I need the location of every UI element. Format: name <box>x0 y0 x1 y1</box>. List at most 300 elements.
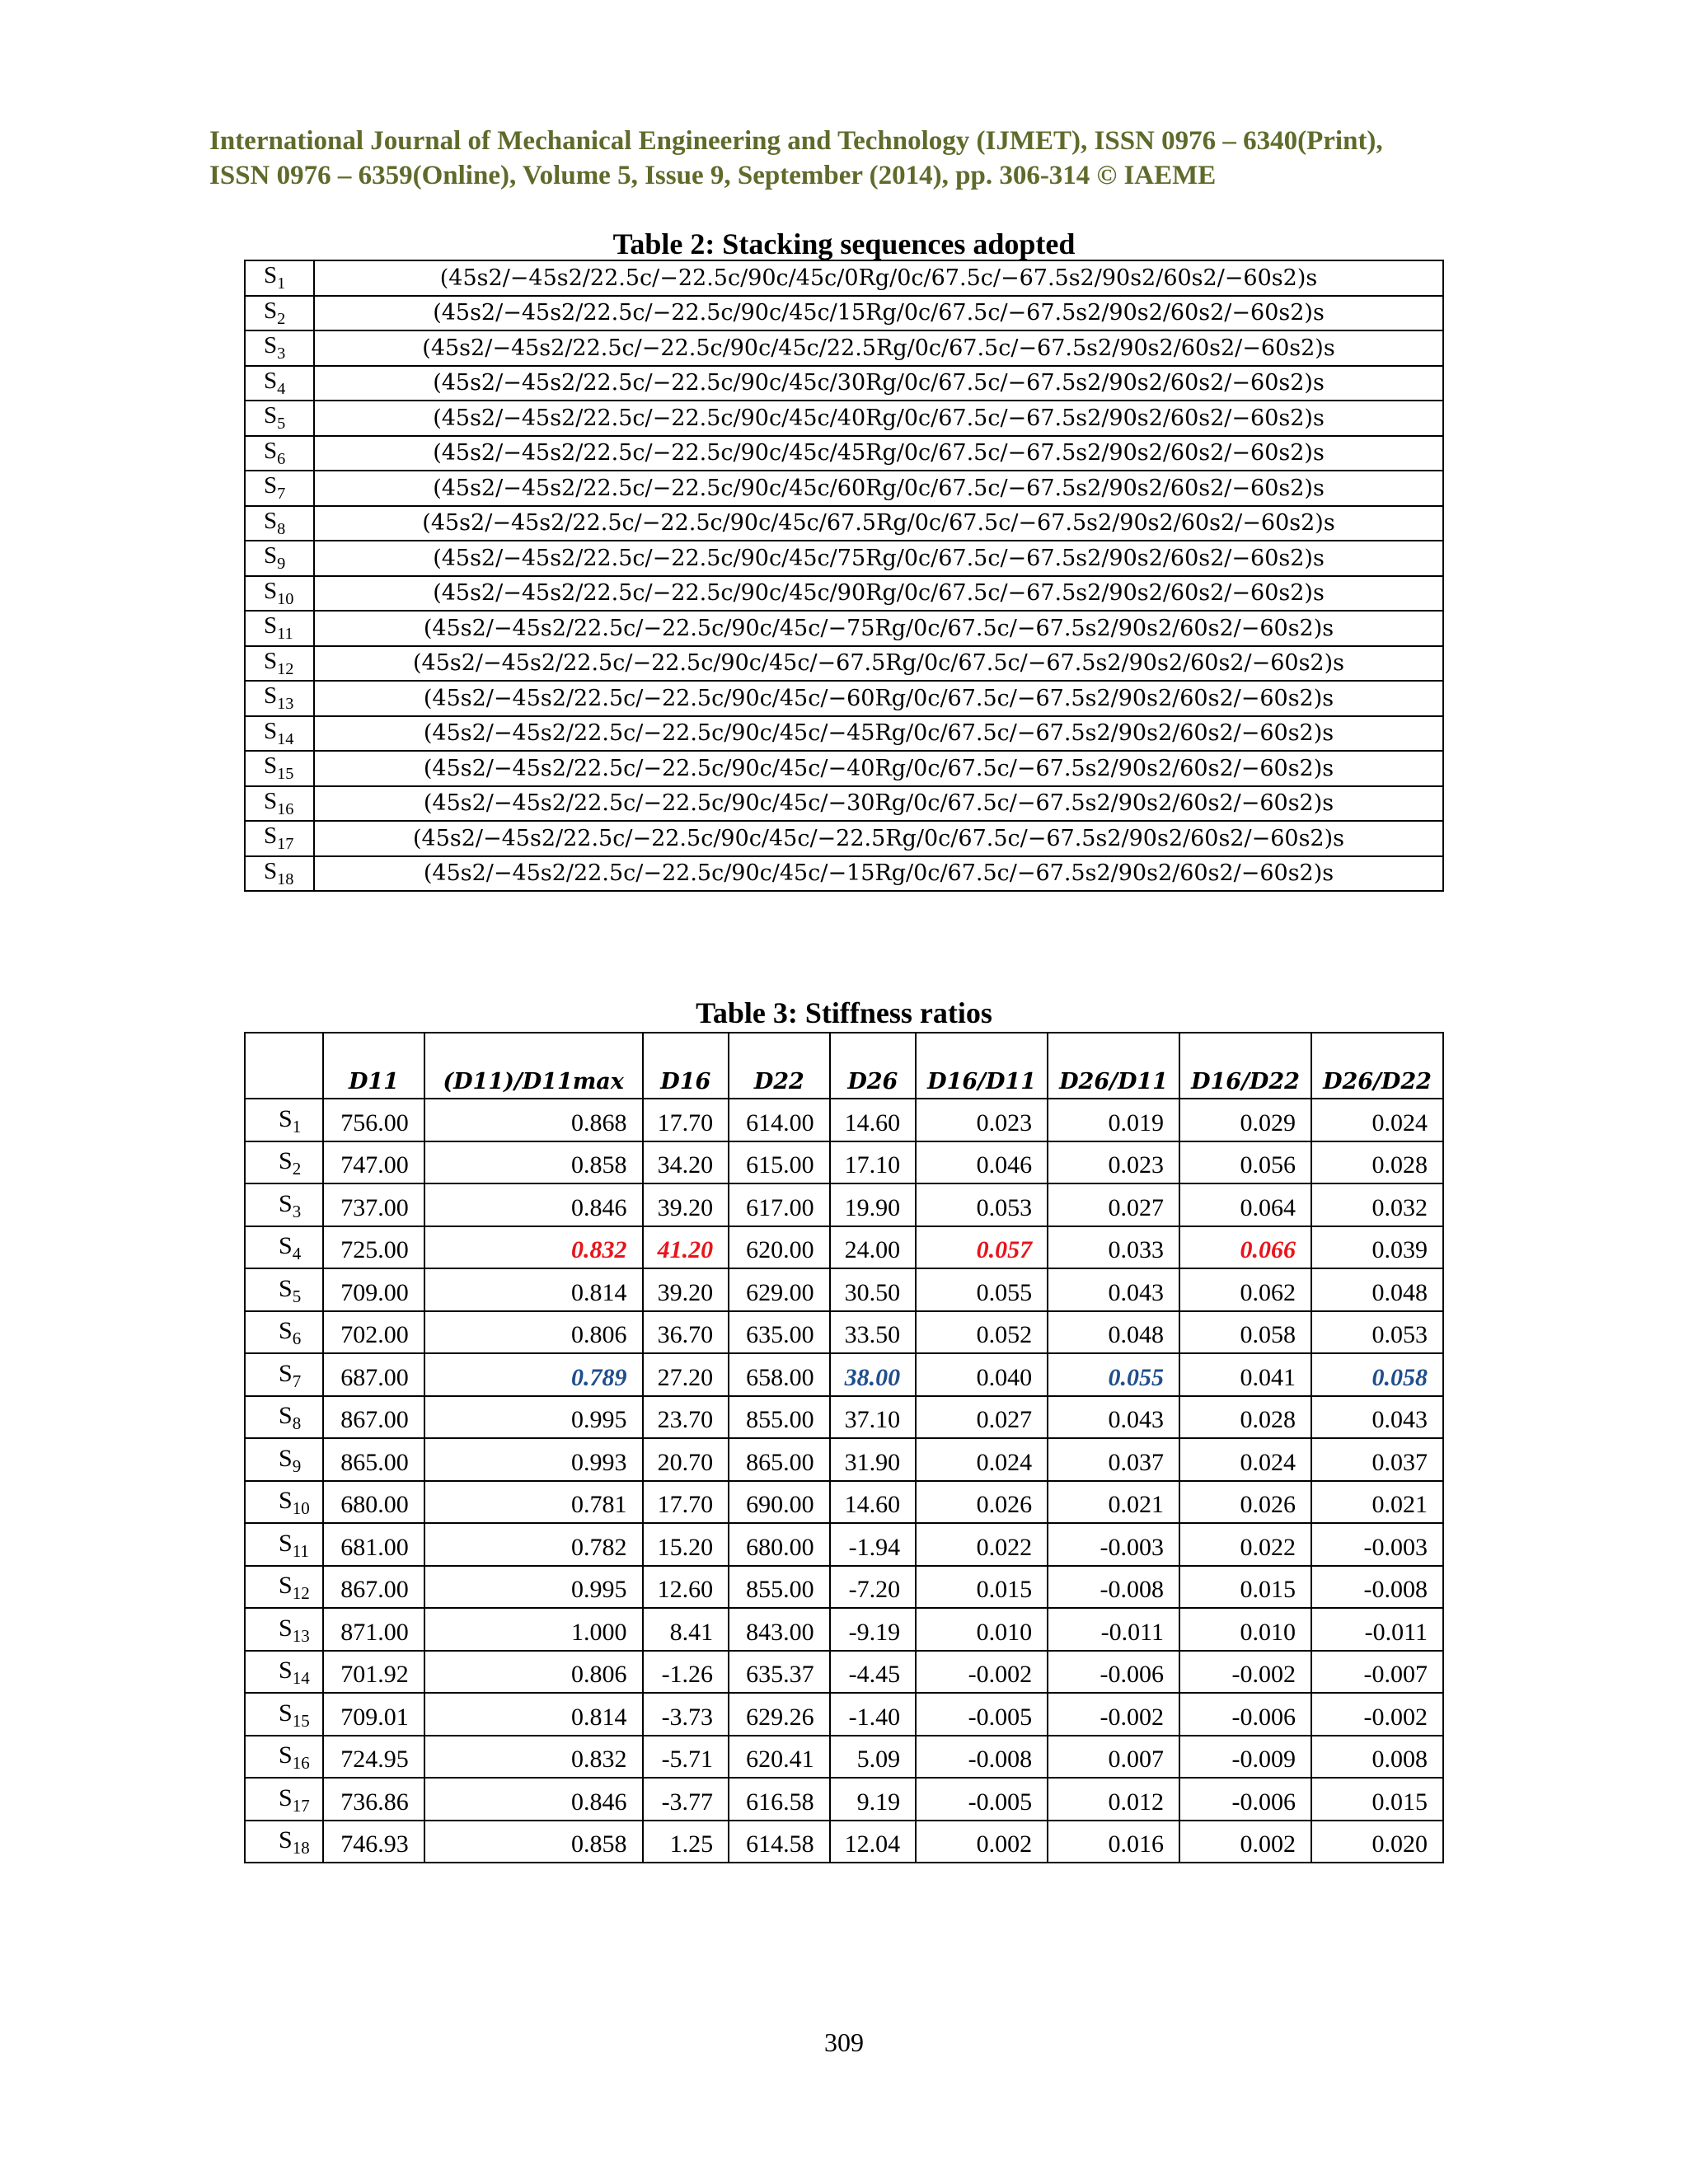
table-cell: 0.993 <box>424 1438 643 1481</box>
row-label-index: 7 <box>292 1371 302 1391</box>
table-row <box>245 716 1443 752</box>
table-row <box>245 1099 1443 1141</box>
stacking-sequence: (45s2/−45s2/22.5c/−22.5c/90c/45c/67.5Rg/0c/67.5c/−67.5s2/90s2/60s2/−60s2)s <box>314 506 1443 541</box>
row-label <box>245 1693 323 1736</box>
table-row <box>245 1736 1443 1779</box>
page-number: 309 <box>824 2027 864 2057</box>
table-cell: 14.60 <box>830 1481 917 1524</box>
table-row <box>245 1523 1443 1566</box>
row-label-index: 14 <box>277 729 294 748</box>
table-cell: -0.011 <box>1048 1608 1179 1651</box>
table-cell: 865.00 <box>729 1438 830 1481</box>
row-label-letter: S <box>279 1699 293 1727</box>
table-cell: 20.70 <box>643 1438 729 1481</box>
column-header: D26/D11 <box>1048 1033 1179 1099</box>
table-cell: 0.010 <box>1179 1608 1311 1651</box>
table-cell: 680.00 <box>323 1481 424 1524</box>
row-label-letter: S <box>279 1783 293 1811</box>
table-row <box>245 786 1443 822</box>
column-header: D11 <box>323 1033 424 1099</box>
table-cell: -0.003 <box>1048 1523 1179 1566</box>
row-label-letter: S <box>264 682 278 710</box>
row-label-index: 1 <box>292 1116 302 1137</box>
row-label-letter: S <box>279 1657 293 1684</box>
table-cell: 0.008 <box>1311 1736 1443 1779</box>
row-label <box>245 436 314 471</box>
table-cell: 0.024 <box>916 1438 1048 1481</box>
row-label-letter: S <box>279 1826 293 1854</box>
row-label-index: 6 <box>277 449 286 468</box>
row-label-index: 2 <box>277 309 286 328</box>
row-label-letter: S <box>264 787 278 814</box>
table-cell: 27.20 <box>643 1353 729 1396</box>
stacking-sequence: (45s2/−45s2/22.5c/−22.5c/90c/45c/45Rg/0c/67.5c/−67.5s2/90s2/60s2/−60s2)s <box>314 436 1443 471</box>
row-label <box>245 1651 323 1694</box>
table-cell: 0.037 <box>1048 1438 1179 1481</box>
row-label-index: 2 <box>292 1159 302 1179</box>
table-cell: 0.024 <box>1179 1438 1311 1481</box>
table-cell: 0.007 <box>1048 1736 1179 1779</box>
table-cell: 701.92 <box>323 1651 424 1694</box>
table-cell: 0.022 <box>916 1523 1048 1566</box>
table-row <box>245 1396 1443 1439</box>
table-cell: 658.00 <box>729 1353 830 1396</box>
table-cell: 0.022 <box>1179 1523 1311 1566</box>
table-row <box>245 471 1443 506</box>
row-label <box>245 821 314 856</box>
stacking-sequence: (45s2/−45s2/22.5c/−22.5c/90c/45c/90Rg/0c/67.5c/−67.5s2/90s2/60s2/−60s2)s <box>314 576 1443 612</box>
table-row <box>245 576 1443 612</box>
row-label <box>245 786 314 822</box>
row-label-letter: S <box>264 402 278 429</box>
table-cell: 0.846 <box>424 1778 643 1821</box>
table-cell: -3.77 <box>643 1778 729 1821</box>
table-cell: 37.10 <box>830 1396 917 1439</box>
table-cell: 680.00 <box>729 1523 830 1566</box>
table-cell: 0.026 <box>1179 1481 1311 1524</box>
table-cell: 9.19 <box>830 1778 917 1821</box>
row-label <box>245 1396 323 1439</box>
table-cell: 709.01 <box>323 1693 424 1736</box>
row-label-index: 11 <box>292 1540 309 1561</box>
row-label-letter: S <box>279 1402 293 1429</box>
table-cell: 0.053 <box>916 1183 1048 1226</box>
row-label-index: 7 <box>277 485 286 504</box>
table-row <box>245 436 1443 471</box>
row-label <box>245 260 314 296</box>
row-label <box>245 541 314 576</box>
row-label-index: 15 <box>277 765 294 784</box>
table-cell: 0.002 <box>1179 1821 1311 1863</box>
row-label-index: 18 <box>277 869 294 888</box>
table-cell: 0.023 <box>1048 1141 1179 1184</box>
table-cell: 629.00 <box>729 1268 830 1311</box>
stacking-sequences-table <box>244 260 1444 892</box>
row-label <box>245 751 314 786</box>
table-cell: 17.70 <box>643 1099 729 1141</box>
row-label-letter: S <box>264 297 278 324</box>
table-cell: 19.90 <box>830 1183 917 1226</box>
table-cell: 0.064 <box>1179 1183 1311 1226</box>
column-header: D16/D22 <box>1179 1033 1311 1099</box>
table-cell: 12.60 <box>643 1566 729 1609</box>
table-cell: 8.41 <box>643 1608 729 1651</box>
row-label-index: 9 <box>292 1455 302 1476</box>
row-label <box>245 330 314 366</box>
table-cell: 0.995 <box>424 1396 643 1439</box>
table-cell: 0.028 <box>1179 1396 1311 1439</box>
table3-caption: Table 3: Stiffness ratios <box>696 996 992 1029</box>
row-label <box>245 401 314 436</box>
row-label-letter: S <box>279 1741 293 1769</box>
table-cell: 0.002 <box>916 1821 1048 1863</box>
table-row <box>245 681 1443 716</box>
table-cell: 0.782 <box>424 1523 643 1566</box>
row-label-letter: S <box>279 1529 293 1557</box>
table-cell: 614.00 <box>729 1099 830 1141</box>
table-cell: 620.41 <box>729 1736 830 1779</box>
row-label-index: 10 <box>292 1498 310 1518</box>
table-row <box>245 1821 1443 1863</box>
row-label-letter: S <box>264 507 278 534</box>
table-cell: 709.00 <box>323 1268 424 1311</box>
row-label <box>245 1268 323 1311</box>
table-cell: 0.832 <box>424 1226 643 1269</box>
table-cell: 855.00 <box>729 1566 830 1609</box>
table-row <box>245 1778 1443 1821</box>
stacking-sequence: (45s2/−45s2/22.5c/−22.5c/90c/45c/30Rg/0c/67.5c/−67.5s2/90s2/60s2/−60s2)s <box>314 366 1443 401</box>
stacking-sequence: (45s2/−45s2/22.5c/−22.5c/90c/45c/−45Rg/0c/67.5c/−67.5s2/90s2/60s2/−60s2)s <box>314 716 1443 752</box>
stacking-sequence: (45s2/−45s2/22.5c/−22.5c/90c/45c/60Rg/0c/67.5c/−67.5s2/90s2/60s2/−60s2)s <box>314 471 1443 506</box>
table-cell: 614.58 <box>729 1821 830 1863</box>
table-row <box>245 1353 1443 1396</box>
table-cell: -5.71 <box>643 1736 729 1779</box>
table-cell: 0.814 <box>424 1268 643 1311</box>
table-cell: -0.008 <box>916 1736 1048 1779</box>
row-label <box>245 1566 323 1609</box>
table-cell: 23.70 <box>643 1396 729 1439</box>
row-label <box>245 1141 323 1184</box>
table-cell: 0.037 <box>1311 1438 1443 1481</box>
row-label <box>245 1608 323 1651</box>
table-cell: 14.60 <box>830 1099 917 1141</box>
table-row <box>245 1566 1443 1609</box>
row-label-index: 5 <box>277 415 286 434</box>
table-cell: 635.37 <box>729 1651 830 1694</box>
table-cell: -1.26 <box>643 1651 729 1694</box>
table-cell: 0.039 <box>1311 1226 1443 1269</box>
table-cell: 0.029 <box>1179 1099 1311 1141</box>
table-cell: 0.055 <box>916 1268 1048 1311</box>
table-cell: 24.00 <box>830 1226 917 1269</box>
table-cell: 12.04 <box>830 1821 917 1863</box>
table-cell: -0.002 <box>1179 1651 1311 1694</box>
table-cell: 34.20 <box>643 1141 729 1184</box>
row-label-letter: S <box>279 1359 293 1387</box>
table-cell: 38.00 <box>830 1353 917 1396</box>
table-cell: 0.026 <box>916 1481 1048 1524</box>
table-cell: -0.002 <box>1311 1693 1443 1736</box>
table-cell: 843.00 <box>729 1608 830 1651</box>
row-label-letter: S <box>264 437 278 464</box>
column-header: D16 <box>643 1033 729 1099</box>
table-cell: 0.057 <box>916 1226 1048 1269</box>
row-label-letter: S <box>264 752 278 780</box>
table-cell: 17.10 <box>830 1141 917 1184</box>
table-cell: 0.040 <box>916 1353 1048 1396</box>
stiffness-ratios-table <box>244 1032 1444 1863</box>
table-cell: -1.40 <box>830 1693 917 1736</box>
row-label-index: 16 <box>292 1753 310 1773</box>
table-cell: 0.020 <box>1311 1821 1443 1863</box>
table-cell: 746.93 <box>323 1821 424 1863</box>
row-label <box>245 1778 323 1821</box>
row-label-index: 17 <box>277 835 294 854</box>
row-label-letter: S <box>279 1232 293 1259</box>
table-cell: 0.028 <box>1311 1141 1443 1184</box>
table-row <box>245 1651 1443 1694</box>
table-cell: 0.789 <box>424 1353 643 1396</box>
table-row <box>245 821 1443 856</box>
row-label-index: 3 <box>292 1201 302 1221</box>
table-cell: 0.846 <box>424 1183 643 1226</box>
table-row <box>245 1481 1443 1524</box>
table-cell: 629.26 <box>729 1693 830 1736</box>
row-label-index: 17 <box>292 1795 310 1816</box>
row-label <box>245 1438 323 1481</box>
table-header-row <box>245 1033 1443 1099</box>
table-cell: -0.008 <box>1048 1566 1179 1609</box>
table-cell: 5.09 <box>830 1736 917 1779</box>
table-cell: 0.868 <box>424 1099 643 1141</box>
column-header: D26 <box>830 1033 917 1099</box>
table-cell: -0.007 <box>1311 1651 1443 1694</box>
table-cell: -0.005 <box>916 1778 1048 1821</box>
row-label-letter: S <box>279 1487 293 1514</box>
table-cell: 30.50 <box>830 1268 917 1311</box>
row-label-letter: S <box>279 1189 293 1217</box>
table-cell: 0.052 <box>916 1311 1048 1354</box>
table-cell: 1.000 <box>424 1608 643 1651</box>
table-cell: 725.00 <box>323 1226 424 1269</box>
row-label-letter: S <box>264 647 278 674</box>
row-label-index: 16 <box>277 799 294 818</box>
table-row <box>245 856 1443 892</box>
row-label-letter: S <box>279 1104 293 1132</box>
row-label-letter: S <box>264 612 278 640</box>
table-cell: 36.70 <box>643 1311 729 1354</box>
table-cell: 747.00 <box>323 1141 424 1184</box>
table-cell: 0.033 <box>1048 1226 1179 1269</box>
table-cell: -7.20 <box>830 1566 917 1609</box>
table-cell: 0.858 <box>424 1821 643 1863</box>
table-cell: 616.58 <box>729 1778 830 1821</box>
table-cell: 736.86 <box>323 1778 424 1821</box>
stacking-sequence: (45s2/−45s2/22.5c/−22.5c/90c/45c/−40Rg/0c/67.5c/−67.5s2/90s2/60s2/−60s2)s <box>314 751 1443 786</box>
table-cell: -9.19 <box>830 1608 917 1651</box>
row-label-letter: S <box>264 717 278 744</box>
row-label-letter: S <box>279 1614 293 1642</box>
table-row <box>245 751 1443 786</box>
table-cell: 41.20 <box>643 1226 729 1269</box>
row-label <box>245 1099 323 1141</box>
row-label-index: 3 <box>277 344 286 363</box>
table-row <box>245 506 1443 541</box>
journal-header <box>209 124 1495 193</box>
table-cell: 0.055 <box>1048 1353 1179 1396</box>
table-cell: -0.006 <box>1179 1778 1311 1821</box>
table-cell: 0.058 <box>1179 1311 1311 1354</box>
table-row <box>245 1268 1443 1311</box>
table-cell: 702.00 <box>323 1311 424 1354</box>
table-row <box>245 296 1443 331</box>
row-label-index: 4 <box>277 379 286 398</box>
table-cell: 617.00 <box>729 1183 830 1226</box>
table-cell: 0.027 <box>1048 1183 1179 1226</box>
row-label <box>245 1523 323 1566</box>
stacking-sequence: (45s2/−45s2/22.5c/−22.5c/90c/45c/−67.5Rg/0c/67.5c/−67.5s2/90s2/60s2/−60s2)s <box>314 646 1443 682</box>
table-cell: 0.814 <box>424 1693 643 1736</box>
stacking-sequence: (45s2/−45s2/22.5c/−22.5c/90c/45c/22.5Rg/0c/67.5c/−67.5s2/90s2/60s2/−60s2)s <box>314 330 1443 366</box>
table-cell: 615.00 <box>729 1141 830 1184</box>
row-label-letter: S <box>264 542 278 569</box>
table-cell: 31.90 <box>830 1438 917 1481</box>
row-label-index: 15 <box>292 1710 310 1731</box>
table-cell: 33.50 <box>830 1311 917 1354</box>
stacking-sequence: (45s2/−45s2/22.5c/−22.5c/90c/45c/15Rg/0c/67.5c/−67.5s2/90s2/60s2/−60s2)s <box>314 296 1443 331</box>
table-cell: 0.027 <box>916 1396 1048 1439</box>
row-label <box>245 506 314 541</box>
row-label-index: 1 <box>277 274 286 293</box>
table-cell: 0.015 <box>1311 1778 1443 1821</box>
row-label <box>245 1481 323 1524</box>
table-cell: -0.008 <box>1311 1566 1443 1609</box>
table-row <box>245 1608 1443 1651</box>
table-cell: 17.70 <box>643 1481 729 1524</box>
row-label-letter: S <box>264 332 278 359</box>
table-row <box>245 1438 1443 1481</box>
table-row <box>245 646 1443 682</box>
table-cell: 0.781 <box>424 1481 643 1524</box>
table-cell: 635.00 <box>729 1311 830 1354</box>
column-header: (D11)/D11max <box>424 1033 643 1099</box>
table-cell: 0.024 <box>1311 1099 1443 1141</box>
table-cell: 0.806 <box>424 1651 643 1694</box>
table-cell: -0.002 <box>1048 1693 1179 1736</box>
row-label <box>245 576 314 612</box>
row-label <box>245 1183 323 1226</box>
table-cell: 0.058 <box>1311 1353 1443 1396</box>
table-cell: 0.046 <box>916 1141 1048 1184</box>
table-cell: 0.066 <box>1179 1226 1311 1269</box>
stacking-sequence: (45s2/−45s2/22.5c/−22.5c/90c/45c/0Rg/0c/67.5c/−67.5s2/90s2/60s2/−60s2)s <box>314 260 1443 296</box>
table-cell: 0.016 <box>1048 1821 1179 1863</box>
table-cell: 0.832 <box>424 1736 643 1779</box>
table-cell: -3.73 <box>643 1693 729 1736</box>
table-row <box>245 1693 1443 1736</box>
table-cell: 0.015 <box>1179 1566 1311 1609</box>
table-cell: 687.00 <box>323 1353 424 1396</box>
row-label-index: 4 <box>292 1244 302 1263</box>
stacking-sequence: (45s2/−45s2/22.5c/−22.5c/90c/45c/−30Rg/0c/67.5c/−67.5s2/90s2/60s2/−60s2)s <box>314 786 1443 822</box>
table-cell: 690.00 <box>729 1481 830 1524</box>
table-cell: -0.003 <box>1311 1523 1443 1566</box>
table-row <box>245 1311 1443 1354</box>
row-label-letter: S <box>264 472 278 499</box>
table-cell: 865.00 <box>323 1438 424 1481</box>
table-cell: 0.043 <box>1048 1396 1179 1439</box>
stacking-sequence: (45s2/−45s2/22.5c/−22.5c/90c/45c/−15Rg/0c/67.5c/−67.5s2/90s2/60s2/−60s2)s <box>314 856 1443 892</box>
table-cell: 0.048 <box>1048 1311 1179 1354</box>
table-row <box>245 611 1443 646</box>
table-cell: 867.00 <box>323 1396 424 1439</box>
row-label <box>245 1226 323 1269</box>
table-cell: 1.25 <box>643 1821 729 1863</box>
table-row <box>245 330 1443 366</box>
row-label <box>245 1821 323 1863</box>
table-cell: 867.00 <box>323 1566 424 1609</box>
stacking-sequence: (45s2/−45s2/22.5c/−22.5c/90c/45c/−22.5Rg/0c/67.5c/−67.5s2/90s2/60s2/−60s2)s <box>314 821 1443 856</box>
table-cell: -0.006 <box>1048 1651 1179 1694</box>
row-label <box>245 646 314 682</box>
row-label <box>245 716 314 752</box>
table-cell: 0.056 <box>1179 1141 1311 1184</box>
row-label-letter: S <box>279 1317 293 1344</box>
row-label-letter: S <box>264 367 278 394</box>
row-label-index: 11 <box>277 625 293 644</box>
column-header: D22 <box>729 1033 830 1099</box>
table-cell: -4.45 <box>830 1651 917 1694</box>
row-label-letter: S <box>279 1444 293 1472</box>
table-cell: 724.95 <box>323 1736 424 1779</box>
row-label-index: 12 <box>277 659 294 678</box>
table-cell: 620.00 <box>729 1226 830 1269</box>
table-cell: 0.995 <box>424 1566 643 1609</box>
row-label <box>245 1736 323 1779</box>
row-label-index: 6 <box>292 1329 302 1348</box>
table-row <box>245 541 1443 576</box>
row-label <box>245 1353 323 1396</box>
table-cell: 0.015 <box>916 1566 1048 1609</box>
journal-header-line2: ISSN 0976 – 6359(Online), Volume 5, Issue 9, September (2014), pp. 306-314 © IAEME <box>209 161 1217 190</box>
table-cell: 39.20 <box>643 1183 729 1226</box>
table-cell: 0.041 <box>1179 1353 1311 1396</box>
row-label <box>245 856 314 892</box>
table-cell: 15.20 <box>643 1523 729 1566</box>
table-cell: 0.043 <box>1311 1396 1443 1439</box>
table-row <box>245 260 1443 296</box>
row-label <box>245 471 314 506</box>
row-label-letter: S <box>279 1572 293 1599</box>
row-label-index: 13 <box>277 695 294 714</box>
table2-caption: Table 2: Stacking sequences adopted <box>612 227 1076 260</box>
row-label-index: 12 <box>292 1583 310 1603</box>
row-label-index: 13 <box>292 1625 310 1646</box>
table-cell: 0.032 <box>1311 1183 1443 1226</box>
row-label-letter: S <box>264 577 278 604</box>
row-label-letter: S <box>264 857 278 884</box>
table-row <box>245 1183 1443 1226</box>
table-cell: 0.023 <box>916 1099 1048 1141</box>
journal-header-line1: International Journal of Mechanical Engineering and Technology (IJMET), ISSN 0976 – 6340(Print), <box>209 126 1383 156</box>
stacking-sequence: (45s2/−45s2/22.5c/−22.5c/90c/45c/−60Rg/0c/67.5c/−67.5s2/90s2/60s2/−60s2)s <box>314 681 1443 716</box>
stacking-sequence: (45s2/−45s2/22.5c/−22.5c/90c/45c/75Rg/0c/67.5c/−67.5s2/90s2/60s2/−60s2)s <box>314 541 1443 576</box>
table-cell: -0.011 <box>1311 1608 1443 1651</box>
table-cell: 0.021 <box>1311 1481 1443 1524</box>
table-cell: 0.019 <box>1048 1099 1179 1141</box>
table-cell: -1.94 <box>830 1523 917 1566</box>
table-cell: -0.009 <box>1179 1736 1311 1779</box>
